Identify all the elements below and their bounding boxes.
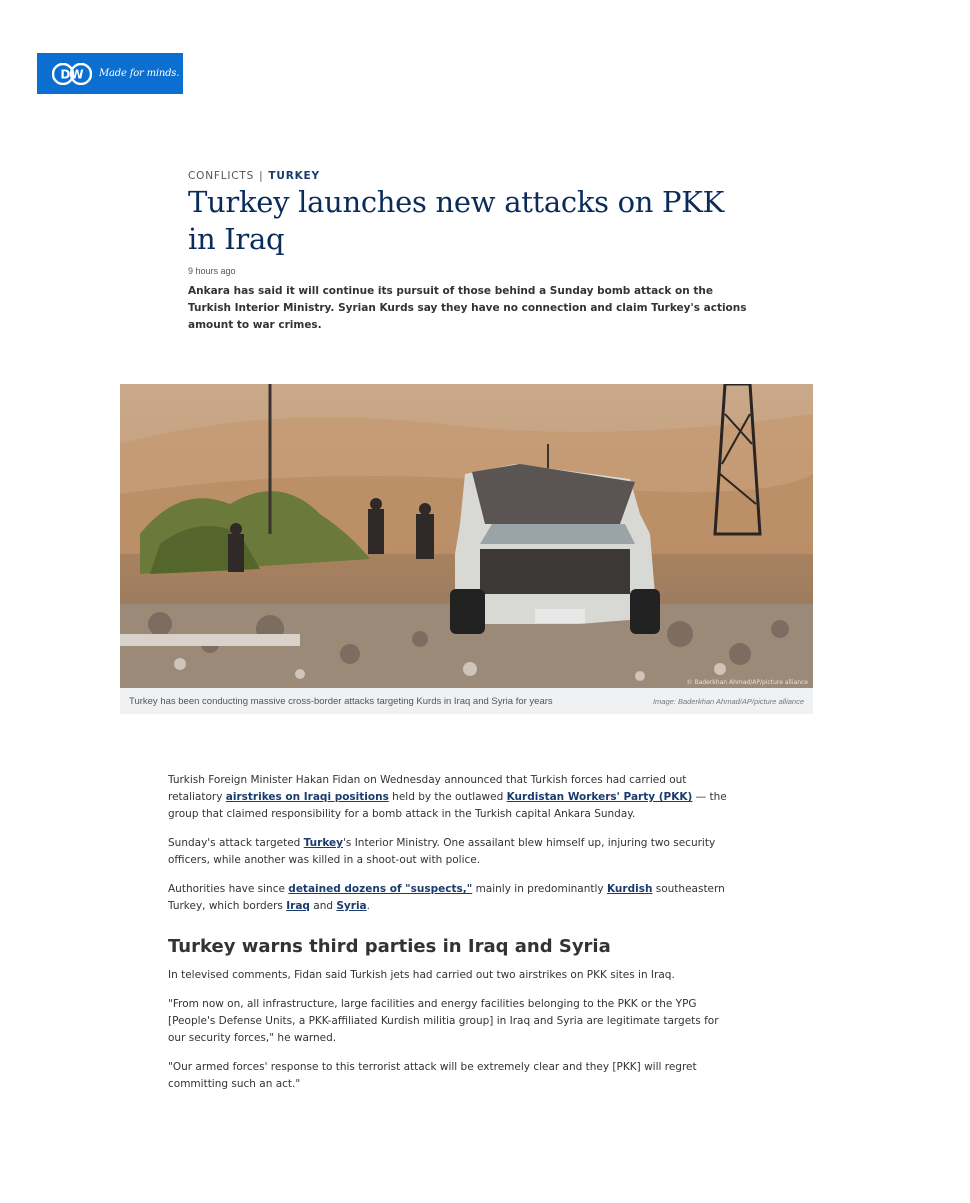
- paragraph-5: "From now on, all infrastructure, large facilities and energy facilities belonging to the PKK or the YPG [People's Defense Units, a PKK-affiliated Kurdish militia group] in Iraq and Syria are legitimate targets for our security forces," he warned.: [168, 998, 719, 1044]
- logo-tagline: Made for minds.: [99, 68, 180, 79]
- image-caption: Turkey has been conducting massive cross-border attacks targeting Kurds in Iraq and Syria for years: [129, 695, 553, 707]
- svg-text:© Baderkhan Ahmad/AP/picture a: © Baderkhan Ahmad/AP/picture alliance: [686, 679, 808, 686]
- kicker-section[interactable]: CONFLICTS: [188, 170, 255, 182]
- article-body: [168, 772, 728, 1105]
- link-syria[interactable]: Syria: [336, 900, 367, 912]
- link-kurdish[interactable]: Kurdish: [606, 883, 653, 895]
- kicker-tag-link[interactable]: TURKEY: [268, 170, 320, 182]
- svg-text:DW: DW: [60, 67, 84, 81]
- link-iraq[interactable]: Iraq: [286, 900, 310, 912]
- paragraph-1: Turkish Foreign Minister Hakan Fidan on Wednesday announced that Turkish forces had carried out retaliatory airstrikes on Iraqi positions held by the outlawed Kurdistan Workers' Party (PKK) — the group that claimed responsibility for a bomb attack in the Turkish capital Ankara Sunday.: [168, 774, 727, 820]
- paragraph-2: Sunday's attack targeted Turkey's Interior Ministry. One assailant blew himself up, injuring two security officers, while another was killed in a shoot-out with police.: [168, 837, 716, 866]
- article-teaser: Ankara has said it will continue its pursuit of those behind a Sunday bomb attack on the Turkish Interior Ministry. Syrian Kurds say they have no connection and claim Turkey's actions amount to war crimes.: [188, 285, 747, 331]
- publish-time: 9 hours ago: [188, 266, 236, 276]
- link-turkey[interactable]: Turkey: [303, 837, 344, 849]
- paragraph-4: In televised comments, Fidan said Turkish jets had carried out two airstrikes on PKK sites in Iraq.: [168, 969, 675, 981]
- image-credit: Image: Baderkhan Ahmad/AP/picture alliance: [652, 696, 804, 706]
- dw-logo-mark: [52, 63, 92, 85]
- article-title: Turkey launches new attacks on PKK in Iraq: [188, 185, 725, 256]
- hero-image[interactable]: [120, 384, 813, 688]
- kicker-separator: |: [259, 170, 264, 182]
- paragraph-3: Authorities have since detained dozens of "suspects," mainly in predominantly Kurdish southeastern Turkey, which borders Iraq and Syria.: [168, 883, 725, 912]
- link-pkk[interactable]: Kurdistan Workers' Party (PKK): [506, 791, 693, 803]
- link-detained[interactable]: detained dozens of "suspects,": [288, 883, 473, 895]
- paragraph-6: "Our armed forces' response to this terrorist attack will be extremely clear and they [PKK] will regret committing such an act.": [168, 1061, 697, 1090]
- hero-figure: [120, 384, 813, 714]
- breadcrumb: [188, 170, 320, 182]
- image-caption-row: [120, 688, 813, 714]
- section-subheading: Turkey warns third parties in Iraq and Syria: [168, 936, 611, 957]
- link-airstrikes[interactable]: airstrikes on Iraqi positions: [225, 791, 389, 803]
- dw-logo[interactable]: [37, 53, 183, 94]
